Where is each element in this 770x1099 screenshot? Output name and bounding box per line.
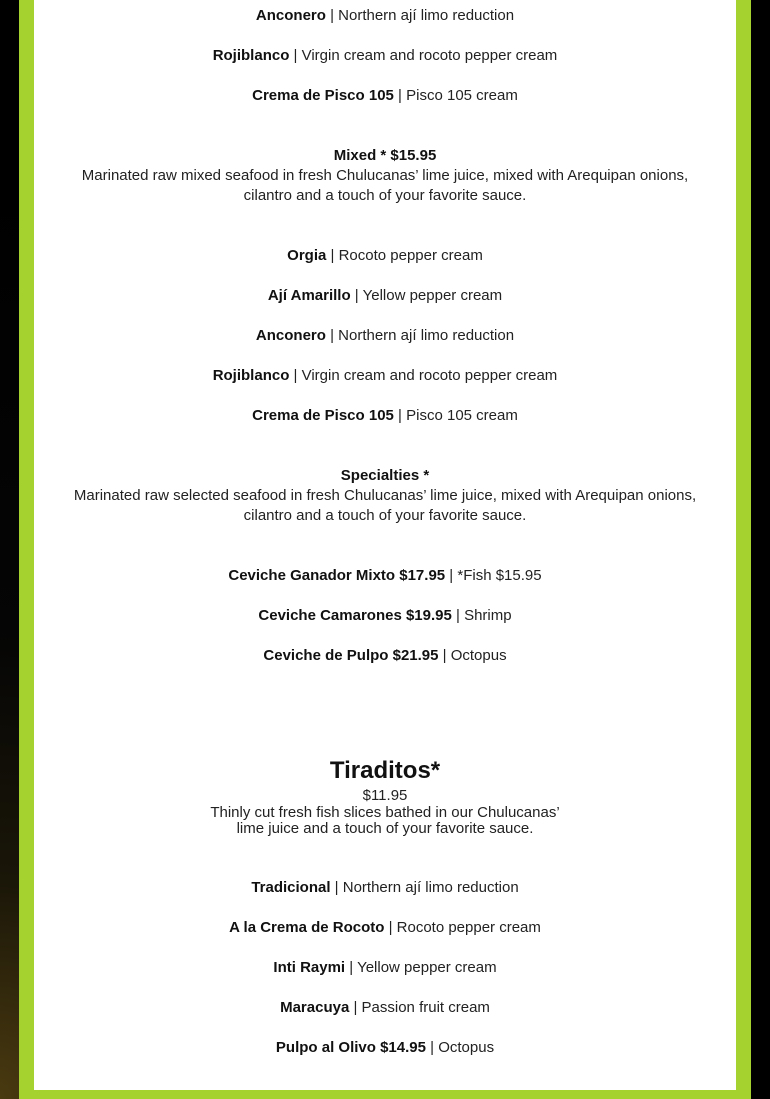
item-name: Anconero <box>255 7 326 24</box>
item-description: Northern ají limo reduction <box>338 7 515 24</box>
item-description: Pisco 105 cream <box>406 407 518 424</box>
item-separator: | <box>445 567 458 584</box>
menu-item <box>34 406 736 426</box>
item-separator: | <box>345 959 358 976</box>
menu-item <box>34 646 736 666</box>
section-title-specialties: Specialties * <box>340 467 430 484</box>
item-separator: | <box>451 607 465 624</box>
item-name: Ají Amarillo <box>267 287 351 304</box>
item-separator: | <box>393 407 407 424</box>
menu-item <box>34 326 736 346</box>
menu-item <box>34 6 736 26</box>
item-description: Northern ají limo reduction <box>338 327 515 344</box>
menu-item <box>34 1038 736 1058</box>
menu-item <box>34 86 736 106</box>
item-description: Octopus <box>450 647 507 664</box>
menu-item <box>34 286 736 306</box>
item-description: *Fish $15.95 <box>457 567 542 584</box>
item-name: Rojiblanco <box>212 47 290 64</box>
item-name: Maracuya <box>280 999 350 1016</box>
item-description: Passion fruit cream <box>361 999 490 1016</box>
item-name: Crema de Pisco 105 <box>252 87 394 104</box>
item-separator: | <box>393 87 407 104</box>
menu-item <box>34 46 736 66</box>
menu-item <box>34 918 736 938</box>
item-separator: | <box>330 879 343 896</box>
menu-item <box>34 998 736 1018</box>
menu-item <box>34 606 736 626</box>
item-name: Ceviche Ganador Mixto $17.95 <box>228 567 446 584</box>
menu-panel <box>34 0 736 1090</box>
item-separator: | <box>425 1039 439 1056</box>
section-heading-tiraditos: Tiraditos* <box>329 757 441 784</box>
item-name: A la Crema de Rocoto <box>229 919 385 936</box>
menu-item <box>34 878 736 898</box>
item-description: Rocoto pepper cream <box>396 919 541 936</box>
item-name: Ceviche de Pulpo $21.95 <box>263 647 439 664</box>
item-description: Yellow pepper cream <box>357 959 497 976</box>
item-separator: | <box>325 327 339 344</box>
menu-item <box>34 366 736 386</box>
item-description: Virgin cream and rocoto pepper cream <box>301 47 558 64</box>
item-name: Ceviche Camarones $19.95 <box>258 607 452 624</box>
menu-item <box>34 566 736 586</box>
item-separator: | <box>326 247 339 264</box>
item-name: Anconero <box>255 327 326 344</box>
item-separator: | <box>350 287 363 304</box>
section-description-specialties: Marinated raw selected seafood in fresh Chulucanas’ lime juice, mixed with Arequipan onions, cilantro and a touch of your favorite sauce. <box>73 487 697 524</box>
item-description: Octopus <box>438 1039 495 1056</box>
item-description: Shrimp <box>464 607 512 624</box>
item-description: Pisco 105 cream <box>406 87 518 104</box>
section-price-tiraditos: $11.95 <box>362 787 408 804</box>
item-name: Orgia <box>287 247 327 264</box>
item-name: Inti Raymi <box>273 959 346 976</box>
section-title-mixed: Mixed * $15.95 <box>333 147 437 164</box>
menu-item <box>34 246 736 266</box>
menu-item <box>34 958 736 978</box>
item-name: Tradicional <box>251 879 331 896</box>
item-separator: | <box>349 999 362 1016</box>
item-name: Crema de Pisco 105 <box>252 407 394 424</box>
section-description-tiraditos-line2: lime juice and a touch of your favorite sauce. <box>236 820 534 837</box>
section-description-mixed: Marinated raw mixed seafood in fresh Chulucanas’ lime juice, mixed with Arequipan onions, cilantro and a touch of your favorite sauce. <box>81 167 689 204</box>
item-description: Virgin cream and rocoto pepper cream <box>301 367 558 384</box>
section-description-tiraditos-line1: Thinly cut fresh fish slices bathed in our Chulucanas’ <box>210 804 560 821</box>
item-name: Rojiblanco <box>212 367 290 384</box>
item-separator: | <box>325 7 339 24</box>
item-description: Rocoto pepper cream <box>338 247 483 264</box>
item-separator: | <box>289 47 302 64</box>
item-name: Pulpo al Olivo $14.95 <box>275 1039 426 1056</box>
item-separator: | <box>384 919 397 936</box>
item-separator: | <box>438 647 451 664</box>
item-description: Yellow pepper cream <box>362 287 503 304</box>
item-separator: | <box>289 367 302 384</box>
item-description: Northern ají limo reduction <box>342 879 519 896</box>
